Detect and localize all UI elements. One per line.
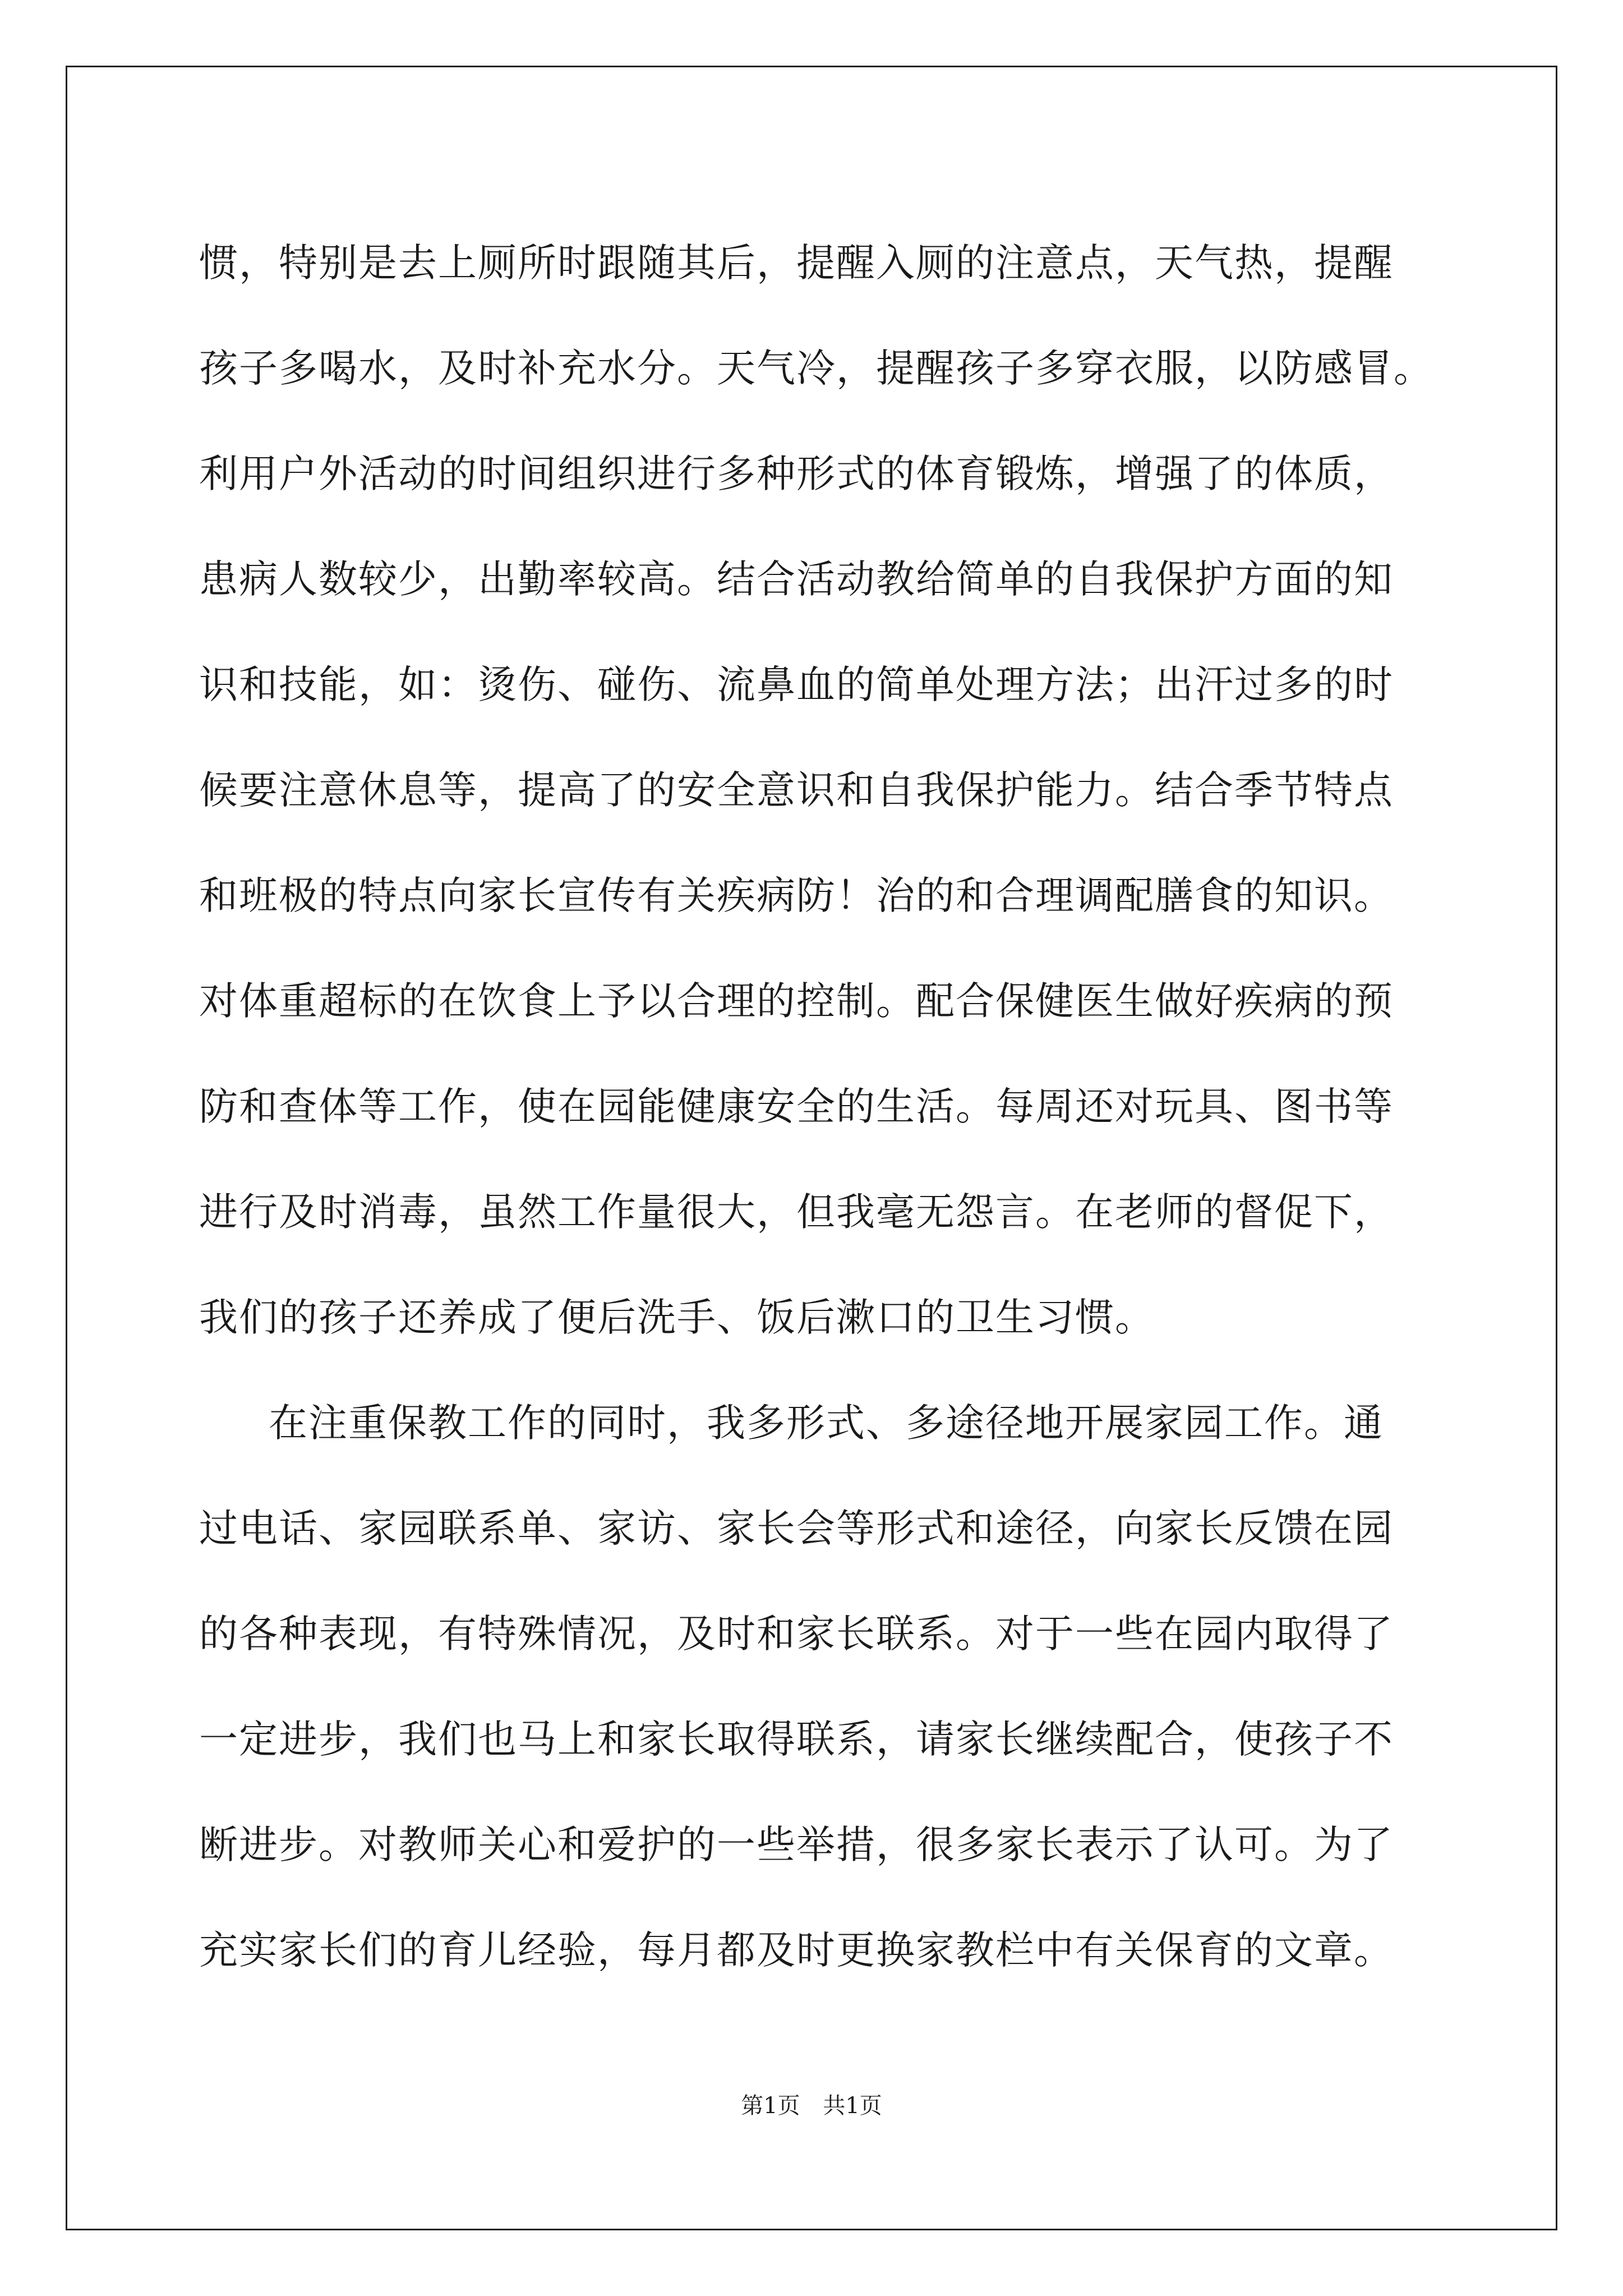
text-line: 候要注意休息等，提高了的安全意识和自我保护能力。结合季节特点: [199, 768, 1394, 813]
text-line: 孩子多喝水，及时补充水分。天气冷，提醒孩子多穿衣服，以防感冒。: [199, 346, 1433, 391]
text-line: 利用户外活动的时间组织进行多种形式的体育锻炼，增强了的体质，: [199, 452, 1394, 496]
text-line: 和班极的特点向家长宣传有关疾病防！治的和合理调配膳食的知识。: [199, 873, 1394, 918]
text-line: 充实家长们的育儿经验，每月都及时更换家教栏中有关保育的文章。: [199, 1928, 1394, 1973]
page-total: 共1页: [823, 2093, 882, 2119]
text-line: 过电话、家园联系单、家访、家长会等形式和途径，向家长反馈在园: [199, 1506, 1394, 1551]
text-line: 对体重超标的在饮食上予以合理的控制。配合保健医生做好疾病的预: [199, 979, 1394, 1024]
page-number: 第1页: [741, 2093, 800, 2119]
paragraph-first-line: 在注重保教工作的同时，我多形式、多途径地开展家园工作。通: [269, 1401, 1384, 1446]
text-line: 进行及时消毒，虽然工作量很大，但我毫无怨言。在老师的督促下，: [199, 1190, 1394, 1235]
text-line: 防和查体等工作，使在园能健康安全的生活。每周还对玩具、图书等: [199, 1084, 1394, 1129]
text-line: 惯，特别是去上厕所时跟随其后，提醒入厕的注意点，天气热，提醒: [199, 241, 1394, 286]
page-footer: [0, 2088, 1623, 2120]
document-body: [199, 210, 1444, 2003]
text-line: 的各种表现，有特殊情况，及时和家长联系。对于一些在园内取得了: [199, 1612, 1394, 1657]
text-line: 一定进步，我们也马上和家长取得联系，请家长继续配合，使孩子不: [199, 1717, 1394, 1762]
text-line: 断进步。对教师关心和爱护的一些举措，很多家长表示了认可。为了: [199, 1823, 1394, 1867]
text-line: 我们的孩子还养成了便后洗手、饭后漱口的卫生习惯。: [199, 1295, 1155, 1340]
text-line: 识和技能，如：烫伤、碰伤、流鼻血的简单处理方法；出汗过多的时: [199, 662, 1394, 707]
text-line: 患病人数较少，出勤率较高。结合活动教给简单的自我保护方面的知: [199, 557, 1394, 602]
